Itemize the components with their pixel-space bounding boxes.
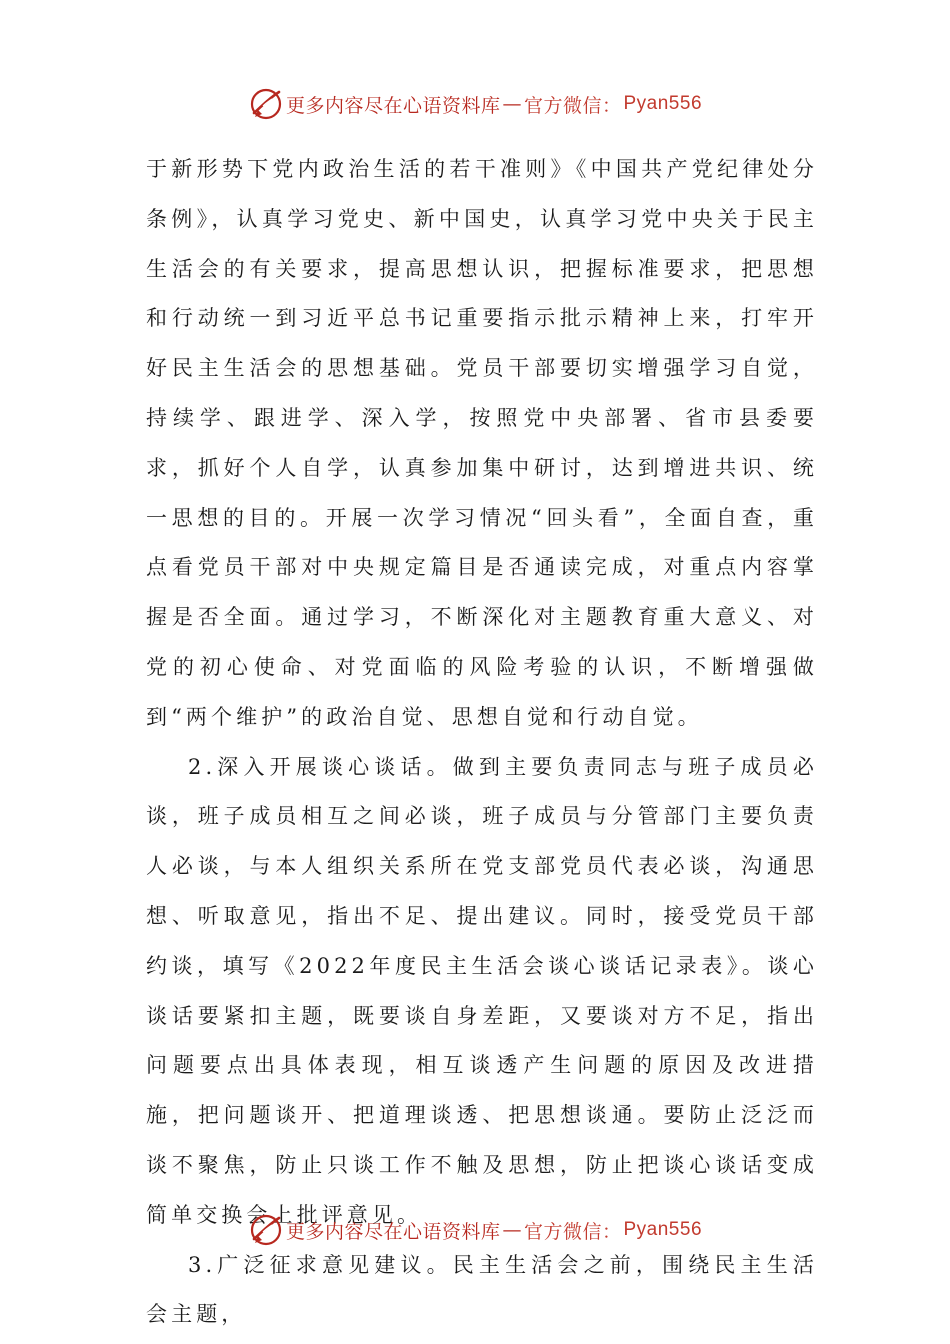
watermark-wechat-id: Pyan556 bbox=[623, 1219, 703, 1240]
watermark-brand: 更多内容尽在心语资料库 bbox=[285, 1220, 501, 1243]
watermark-brand: 更多内容尽在心语资料库 bbox=[285, 94, 501, 117]
pen-logo-icon bbox=[248, 1212, 284, 1248]
watermark-label: 官方微信： bbox=[523, 1220, 622, 1243]
pen-logo-icon bbox=[248, 86, 284, 122]
paragraph-2: 2.深入开展谈心谈话。做到主要负责同志与班子成员必谈，班子成员相互之间必谈，班子成员与分管部门主要负责人必谈，与本人组织关系所在党支部党员代表必谈，沟通思想、听取意见，指出不足、提出建议。同时，接受党员干部约谈，填写《2022年度民主生活会谈心谈话记录表》。谈心谈话要紧扣主题，既要谈自身差距，又要谈对方不足，指出问题要点出具体表现，相互谈透产生问题的原因及改进措施，把问题谈开、把道理谈透、把思想谈通。要防止泛泛而谈不聚焦，防止只谈工作不触及思想，防止把谈心谈话变成简单交换会上批评意见。 bbox=[146, 754, 818, 1227]
paragraph-1: 于新形势下党内政治生活的若干准则》《中国共产党纪律处分条例》，认真学习党史、新中国史，认真学习党中央关于民主生活会的有关要求，提高思想认识，把握标准要求，把思想和行动统一到习近平总书记重要指示批示精神上来，打牢开好民主生活会的思想基础。党员干部要切实增强学习自觉，持续学、跟进学、深入学，按照党中央部署、省市县委要求，抓好个人自学，认真参加集中研讨，达到增进共识、统一思想的目的。开展一次学习情况“回头看”，全面自查，重点看党员干部对中央规定篇目是否通读完成，对重点内容掌握是否全面。通过学习，不断深化对主题教育重大意义、对党的初心使命、对党面临的风险考验的认识，不断增强做到“两个维护”的政治自觉、思想自觉和行动自觉。 bbox=[146, 157, 818, 729]
watermark-separator: — bbox=[502, 93, 522, 115]
document-body bbox=[146, 145, 818, 1340]
watermark-label: 官方微信： bbox=[523, 94, 622, 117]
watermark-separator: — bbox=[502, 1219, 522, 1241]
watermark-wechat-id: Pyan556 bbox=[623, 93, 703, 114]
paragraph-3: 3.广泛征求意见建议。民主生活会之前，围绕民主生活会主题， bbox=[146, 1252, 818, 1327]
header-watermark bbox=[0, 84, 950, 124]
footer-watermark bbox=[0, 1210, 950, 1250]
